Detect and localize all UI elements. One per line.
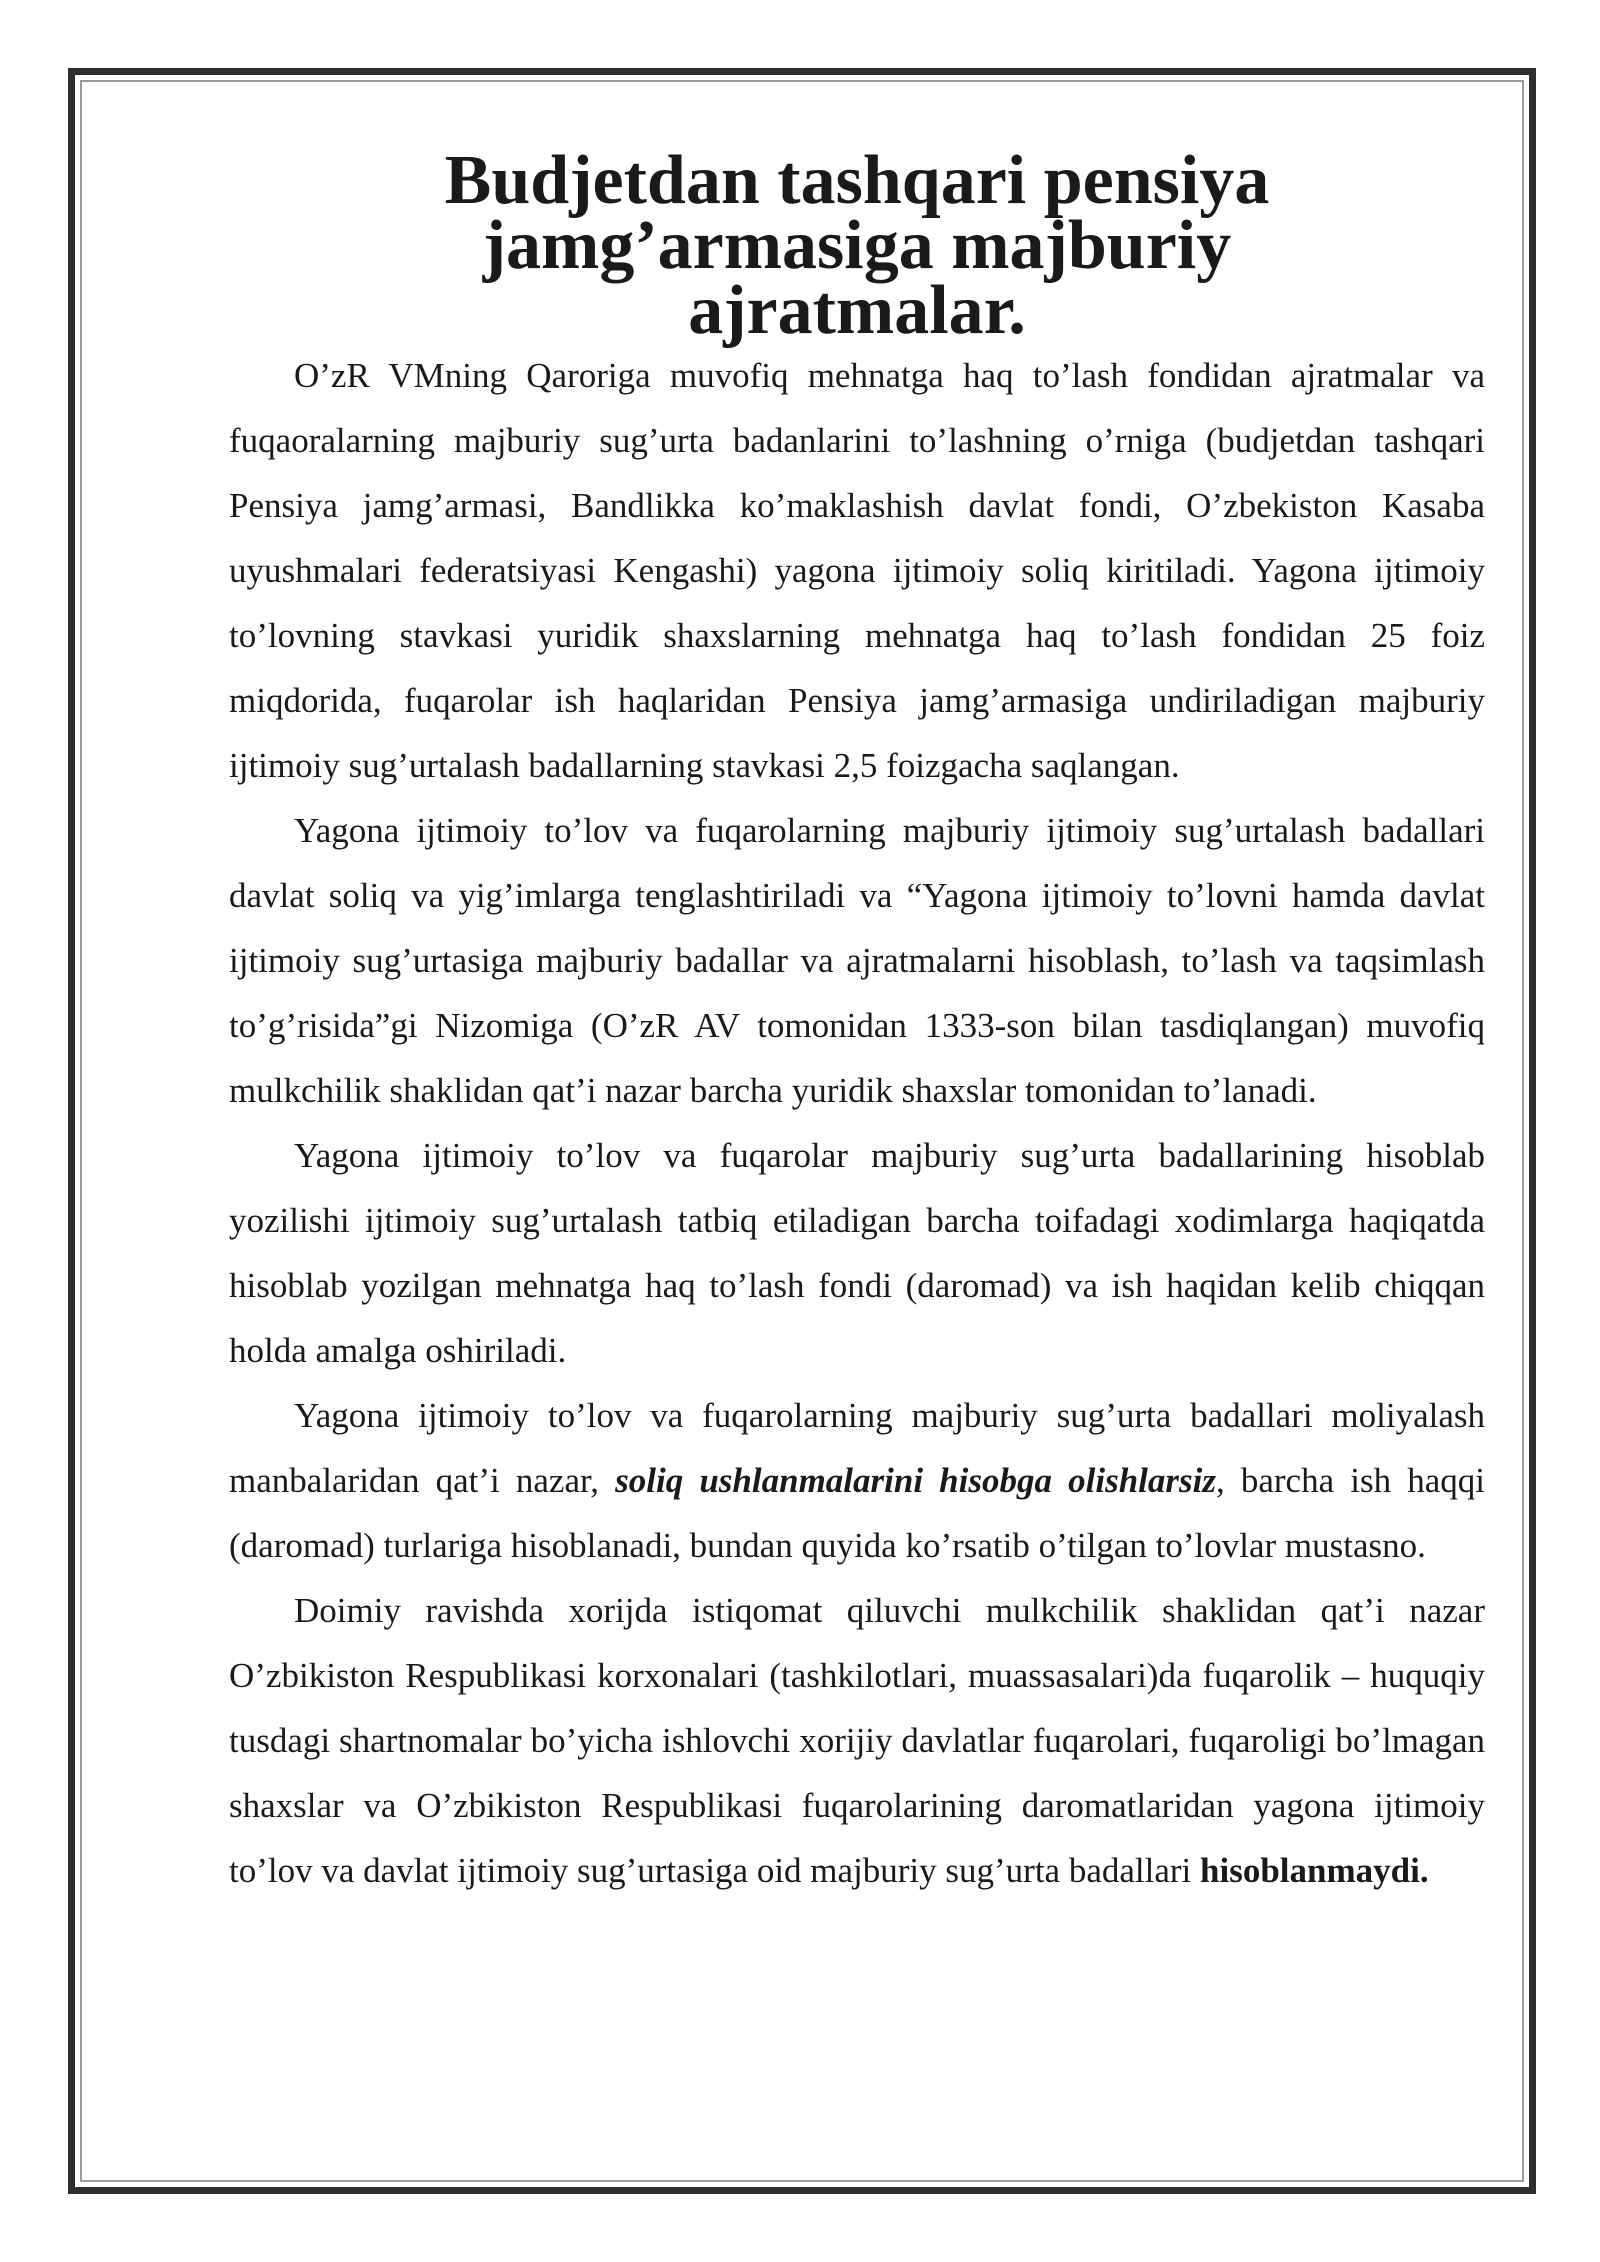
paragraph-5-text: Doimiy ravishda xorijda istiqomat qiluvchi mulkchilik shaklidan qat’i nazar O’zbikiston Respublikasi korxonalari (tashkilotlari, muassasalari)da fuqarolik – huquqiy tusdagi shartnomalar bo’yicha ishlovchi xorijiy davlatlar fuqarolari, fuqaroligi bo’lmagan shaxslar va O’zbikiston Respublikasi fuqarolarining daromatlaridan yagona ijtimoiy to’lov va davlat ijtimoiy sug’urtasiga oid majburiy sug’urta badallari <box>229 1591 1485 1890</box>
paragraph-5 <box>229 1578 1485 1903</box>
document-title: Budjetdan tashqari pensiya jamg’armasiga majburiy ajratmalar. <box>444 142 1270 349</box>
paragraph-3: Yagona ijtimoiy to’lov va fuqarolar majburiy sug’urta badallarining hisoblab yozilishi ijtimoiy sug’urtalash tatbiq etiladigan barcha toifadagi xodimlarga haqiqatda hisoblab yozilgan mehnatga haq to’lash fondi (daromad) va ish haqidan kelib chiqqan holda amalga oshiriladi. <box>229 1136 1485 1370</box>
paragraph-4-emphasis: soliq ushlanmalarini hisobga olishlarsiz <box>615 1461 1216 1500</box>
paragraph-4 <box>229 1383 1485 1578</box>
paragraph-1: O’zR VMning Qaroriga muvofiq mehnatga haq to’lash fondidan ajratmalar va fuqaoralarning majburiy sug’urta badanlarini to’lashning o’rniga (budjetdan tashqari Pensiya jamg’armasi, Bandlikka ko’maklashish davlat fondi, O’zbekiston Kasaba uyushmalari federatsiyasi Kengashi) yagona ijtimoiy soliq kiritiladi. Yagona ijtimoiy to’lovning stavkasi yuridik shaxslarning mehnatga haq to’lash fondidan 25 foiz miqdorida, fuqarolar ish haqlaridan Pensiya jamg’armasiga undiriladigan majburiy ijtimoiy sug’urtalash badallarning stavkasi 2,5 foizgacha saqlangan. <box>229 356 1485 785</box>
paragraph-4-text-end: , barcha ish haqqi (daromad) turlariga hisoblanadi, bundan quyida ko’rsatib o’tilgan to’lovlar mustasno. <box>229 1461 1485 1565</box>
paragraph-4-text-start: Yagona ijtimoiy to’lov va fuqarolarning majburiy sug’urta badallari moliyalash manbalaridan qat’i nazar, <box>229 1396 1485 1500</box>
paragraph-5-emphasis: hisoblanmaydi. <box>1200 1851 1429 1890</box>
document-body <box>229 142 1485 1903</box>
paragraph-2: Yagona ijtimoiy to’lov va fuqarolarning majburiy ijtimoiy sug’urtalash badallari davlat soliq va yig’imlarga tenglashtiriladi va “Yagona ijtimoiy to’lovni hamda davlat ijtimoiy sug’urtasiga majburiy badallar va ajratmalarni hisoblash, to’lash va taqsimlash to’g’risida”gi Nizomiga (O’zR AV tomonidan 1333-son bilan tasdiqlangan) muvofiq mulkchilik shaklidan qat’i nazar barcha yuridik shaxslar tomonidan to’lanadi. <box>229 811 1485 1110</box>
